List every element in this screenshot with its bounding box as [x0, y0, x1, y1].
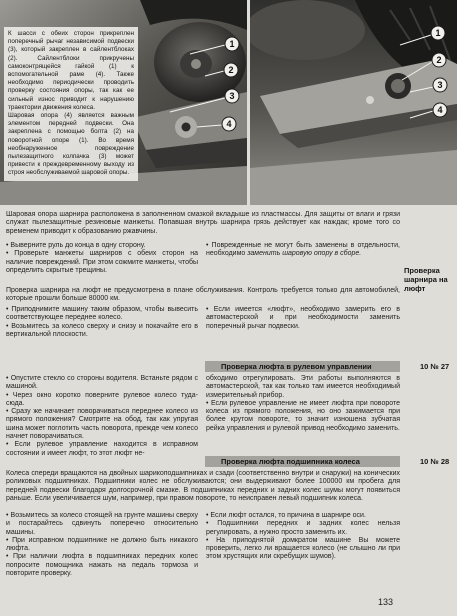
page-number: 133: [378, 597, 394, 607]
list-item: • Проверьте манжеты шарниров с обеих сторон на наличие повреждений. При этом сожмите манжеты, чтобы определить скрытые трещины.: [6, 250, 198, 275]
list-item: • Сразу же начинает поворачиваться переднее колесо из прямого положения? Смотрите на обод, так как упругая шина может поглотить часть поворота, прежде чем колесо начнет поворачиваться.: [6, 408, 198, 441]
list-item: • При исправном подшипнике не должно быть никакого люфта.: [6, 537, 198, 554]
list-item: • Приподнимите машину таким образом, чтобы вывесить соответствующее переднее колесо.: [6, 306, 198, 323]
list-item-emphasis: заменить шаровую опору в сборе.: [247, 250, 362, 258]
callout-number: 3: [229, 91, 235, 102]
list-item: • При наличии люфта в подшипниках передних колес попросите помощника нажать на педаль тормоза и повторите проверку.: [6, 553, 198, 578]
list-item: • Если имеется «люфт», необходимо замерить его в автомастерской и при необходимости заменить поперечный рычаг подвески.: [206, 306, 400, 331]
wheel-bearing-intro: Колеса спереди вращаются на двойных шарикоподшипниках и сзади (соответственно внутри и снаружи) на конических роликовых подшипниках. Подшипники колес не обслуживаются; они выдерживают более 100000 км пробега для передней подвески благодаря долгосрочной смазке. В подшипниках передних и задних колес шумы могут появиться раньше. Если увеличивается шум, например, при правом повороте, то неисправен левый подшипник колеса.: [6, 470, 400, 502]
suspension-arm-photo: [0, 0, 247, 205]
silentblock-bolt: [182, 123, 191, 132]
section-reference: 10 № 28: [420, 457, 450, 466]
joint-play-intro: Проверка шарнира на люфт не предусмотрена в плане обслуживания. Контроль требуется только для автомобилей, которые прошли больше 80000 км.: [6, 287, 400, 303]
callout-number: 2: [228, 65, 234, 76]
caption-paragraph: Шаровая опора (4) является важным элементом передней подвески. Она закреплена с помощью болта (2) на поворотной опоре (1). Во время необнаруженное повреждение пылезащитного колпачка (3) может привести к преждевременному выходу из строя необслуживаемой шаровой опоры.: [8, 112, 134, 177]
list-item: • Опустите стекло со стороны водителя. Встаньте рядом с машиной.: [6, 375, 198, 392]
dust-boot: [391, 79, 405, 93]
callout-number: 2: [436, 55, 442, 66]
callout-number: 3: [437, 80, 443, 91]
list-item: • Возьмитесь за колесо стоящей на грунте машины сверху и постарайтесь сдвинуть поперечно относительно машины.: [6, 512, 198, 537]
wheel-bearing-left-column: [6, 512, 198, 578]
list-item: • На приподнятой домкратом машине Вы можете проверить, легко ли вращается колесо (не слышно ли при этом хрустящих или скребущих шумов).: [206, 537, 400, 562]
side-heading: Проверка шарнира на люфт: [404, 266, 448, 293]
section-heading-bar: Проверка люфта подшипника колеса: [205, 456, 400, 467]
section-reference: 10 № 27: [420, 362, 450, 371]
joint-play-left-column: [6, 306, 198, 339]
list-item: • Подшипники передних и задних колес нельзя регулировать, а нужно просто заменить их.: [206, 520, 400, 537]
list-item: • Выверните руль до конца в одну сторону.: [6, 242, 198, 250]
list-item: [206, 242, 400, 259]
ball-joint-right-column: [206, 242, 400, 259]
steering-left-column: [6, 375, 198, 458]
list-item: • Если рулевое управление находится в исправном состоянии и имеет люфт, то этот люфт не-: [6, 441, 198, 458]
ball-joint-photo: [250, 0, 457, 205]
section-heading-bar: Проверка люфта в рулевом управлении: [205, 361, 400, 372]
figure-caption: [4, 27, 138, 181]
list-item: • Через окно коротко поверните рулевое колесо туда-сюда.: [6, 392, 198, 409]
steering-right-column: [206, 375, 400, 433]
callout-number: 1: [229, 39, 235, 50]
callout-number: 4: [437, 105, 443, 116]
hub-nut: [191, 59, 201, 69]
joint-play-right-column: [206, 306, 400, 331]
ball-joint-image: [250, 0, 457, 205]
joint-bolt: [366, 96, 374, 104]
wheel-arch: [250, 0, 365, 60]
continued-text: обходимо отрегулировать. Эти работы выполняются в автомастерской, так как только там имеется необходимый измерительный прибор.: [206, 375, 400, 399]
list-item: • Если люфт остался, то причина в шарнире оси.: [206, 512, 400, 520]
list-item: • Если рулевое управление не имеет люфта при повороте колеса из прямого положения, но оно зажимается при более крутом повороте, то значит изношена зубчатая рейка управления и рулевой привод необходимо заменить.: [206, 400, 400, 433]
callout-number: 4: [226, 119, 232, 130]
caption-paragraph: К шасси с обеих сторон прикреплен поперечный рычаг независимой подвески (3), который закреплен в сайлентблоках (2). Сайлентблоки прикручены самоконтрящейся гайкой (1) к вспомогательной раме (4). Также необходимо периодически проводить проверку состояния опоры, так как ее сильный износ приводит к нарушению траектории движения колеса.: [8, 30, 134, 111]
list-item-text: Поврежденные не могут быть заменены в отдельности, необходимо: [206, 242, 400, 258]
ball-joint-intro: Шаровая опора шарнира расположена в заполненном смазкой вкладыше из пластмассы. Для защиты от влаги и грязи служат пылезащитные резиновые манжеты. Попавшая внутрь шарнира грязь действует как наждак; кроме того со временем приводит к образованию ржавчины.: [6, 211, 400, 235]
ball-joint-left-column: [6, 242, 198, 275]
callout-number: 1: [435, 28, 441, 39]
list-item: • Возьмитесь за колесо сверху и снизу и покачайте его в вертикальной плоскости.: [6, 323, 198, 340]
wheel-bearing-right-column: [206, 512, 400, 562]
